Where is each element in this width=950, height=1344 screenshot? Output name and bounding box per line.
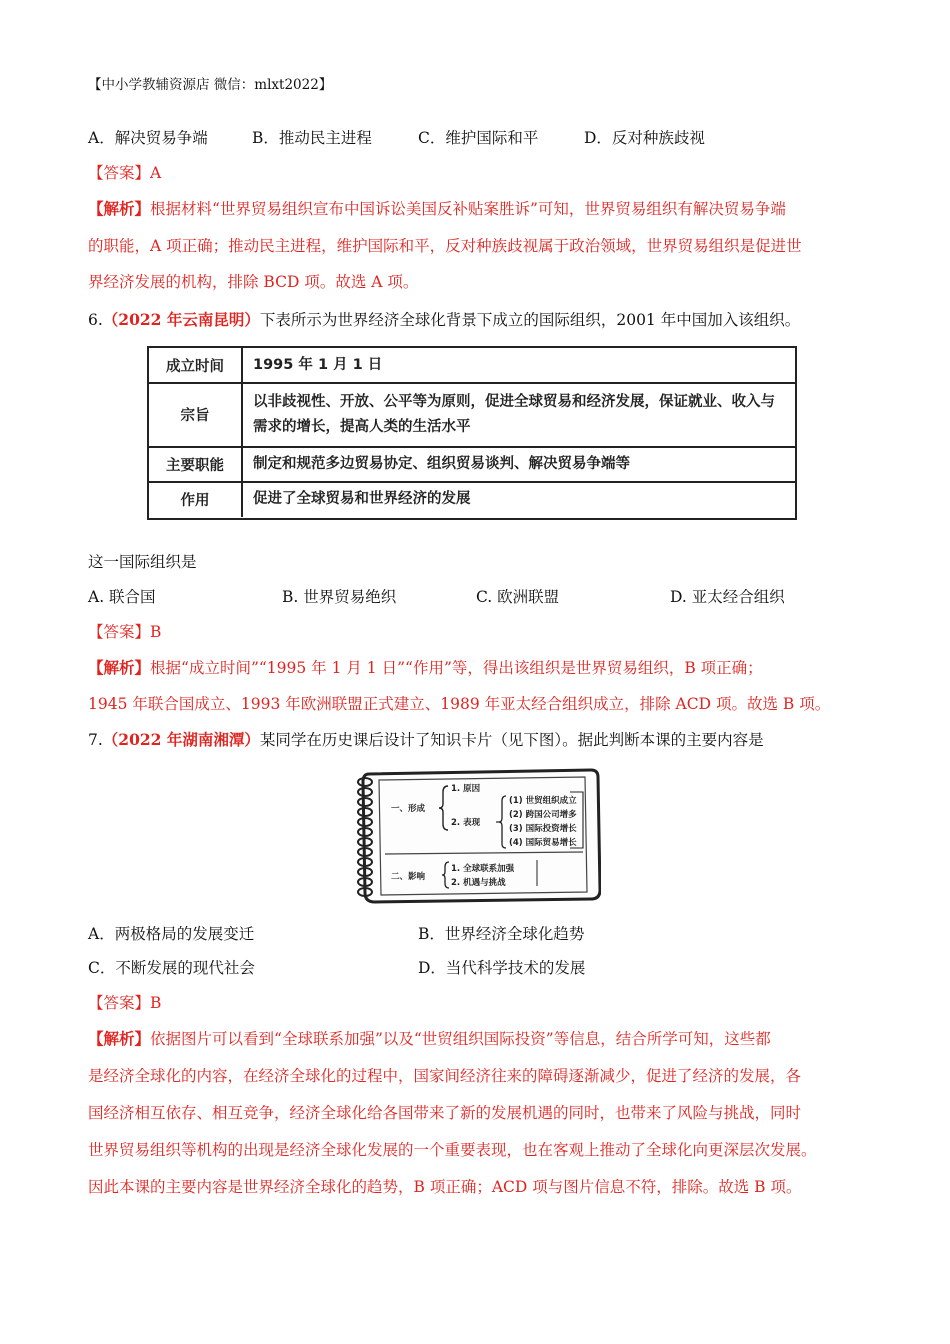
q7-analysis-line: 是经济全球化的内容，在经济全球化的过程中，国家间经济往来的障碍逐渐减少，促进了经济的发展，各 — [88, 1067, 802, 1085]
q5-option-c: C．维护国际和平 — [418, 129, 539, 147]
q7-analysis-line: 世界贸易组织等机构的出现是经济全球化发展的一个重要表现，也在客观上推动了全球化向更深层次发展。 — [88, 1141, 817, 1159]
q7-stem: 某同学在历史课后设计了知识卡片（见下图）。据此判断本课的主要内容是 — [259, 731, 764, 749]
card-performance: 2. 表现 — [451, 818, 481, 828]
table-key: 宗旨 — [149, 383, 243, 446]
q7-source: （2022 年湖南湘潭） — [102, 730, 260, 749]
header-watermark: 【中小学教辅资源店 微信：mlxt2022】 — [88, 77, 333, 93]
card-item: (1) 世贸组织成立 — [509, 796, 577, 806]
q7-analysis-label: 【解析】 — [88, 1029, 151, 1048]
q7-stem-line — [88, 730, 764, 750]
q5-answer: 【答案】A — [88, 164, 162, 182]
card-effect: 1. 全球联系加强 — [451, 864, 515, 874]
q6-analysis-line: 1945 年联合国成立、1993 年欧洲联盟正式建立、1989 年亚太经合组织成立，排除 ACD 项。故选 B 项。 — [88, 695, 831, 713]
q6-question: 这一国际组织是 — [88, 553, 197, 571]
wto-info-table — [147, 346, 797, 520]
q6-source: （2022 年云南昆明） — [102, 310, 260, 329]
q7-option-d: D．当代科学技术的发展 — [418, 959, 586, 977]
table-key: 成立时间 — [149, 348, 243, 382]
q7-option-a: A．两极格局的发展变迁 — [88, 925, 255, 943]
card-effect: 2. 机遇与挑战 — [451, 878, 506, 888]
q7-analysis-line — [88, 1029, 771, 1049]
q5-option-b: B．推动民主进程 — [252, 129, 372, 147]
q6-option-a: A. 联合国 — [88, 588, 156, 606]
q5-analysis-line: 的职能，A 项正确；推动民主进程，维护国际和平，反对种族歧视属于政治领域，世界贸易组织是促进世 — [88, 237, 802, 255]
q6-option-b: B. 世界贸易绝织 — [282, 588, 397, 606]
q5-option-d: D．反对种族歧视 — [584, 129, 705, 147]
table-row — [149, 482, 795, 517]
q6-answer: 【答案】B — [88, 623, 162, 641]
q6-analysis-line — [88, 658, 763, 678]
card-item: (3) 国际投资增长 — [509, 824, 577, 834]
table-value: 促进了全球贸易和世界经济的发展 — [253, 491, 471, 507]
table-row — [149, 383, 795, 448]
table-row — [149, 447, 795, 483]
card-item: (2) 跨国公司增多 — [509, 810, 577, 820]
q5-analysis-text: 根据材料“世界贸易组织宣布中国诉讼美国反补贴案胜诉”可知，世界贸易组织有解决贸易争端 — [150, 200, 786, 218]
q6-number: 6. — [88, 311, 103, 329]
q6-option-c: C. 欧洲联盟 — [476, 588, 560, 606]
card-reason: 1. 原因 — [451, 784, 481, 794]
card-section-1: 一、形成 — [391, 804, 426, 814]
q6-stem-line — [88, 310, 800, 330]
table-value: 制定和规范多边贸易协定、组织贸易谈判、解决贸易争端等 — [253, 455, 630, 472]
card-section-2: 二、影响 — [391, 872, 426, 882]
table-value: 以非歧视性、开放、公平等为原则，促进全球贸易和经济发展，保证就业、收入与需求的增长，提高人类的生活水平 — [253, 393, 775, 435]
q5-analysis-line: 界经济发展的机构，排除 BCD 项。故选 A 项。 — [88, 273, 419, 291]
card-item: (4) 国际贸易增长 — [509, 838, 577, 848]
q7-answer: 【答案】B — [88, 994, 162, 1012]
q7-option-c: C．不断发展的现代社会 — [88, 959, 255, 977]
knowledge-card-illustration — [355, 768, 601, 904]
q7-analysis-line: 国经济相互依存、相互竞争，经济全球化给各国带来了新的发展机遇的同时，也带来了风险与挑战，同时 — [88, 1104, 802, 1122]
q5-option-a: A．解决贸易争端 — [88, 129, 208, 147]
q7-analysis-text: 依据图片可以看到“全球联系加强”以及“世贸组织国际投资”等信息，结合所学可知，这些都 — [150, 1030, 771, 1048]
q6-option-d: D. 亚太经合组织 — [670, 588, 785, 606]
q5-analysis-line — [88, 199, 786, 219]
q7-analysis-line: 因此本课的主要内容是世界经济全球化的趋势，B 项正确；ACD 项与图片信息不符，排除。故选 B 项。 — [88, 1178, 802, 1196]
q5-analysis-label: 【解析】 — [88, 199, 151, 218]
q6-analysis-text: 根据“成立时间”“1995 年 1 月 1 日”“作用”等，得出该组织是世界贸易组织，B 项正确； — [150, 659, 763, 677]
q7-number: 7. — [88, 731, 103, 749]
table-key: 作用 — [149, 482, 243, 517]
table-key: 主要职能 — [149, 447, 243, 481]
table-row — [149, 348, 795, 384]
q6-stem: 下表所示为世界经济全球化背景下成立的国际组织，2001 年中国加入该组织。 — [259, 311, 801, 329]
q7-option-b: B．世界经济全球化趋势 — [418, 925, 585, 943]
q6-analysis-label: 【解析】 — [88, 658, 151, 677]
table-value: 1995 年 1 月 1 日 — [253, 356, 383, 373]
